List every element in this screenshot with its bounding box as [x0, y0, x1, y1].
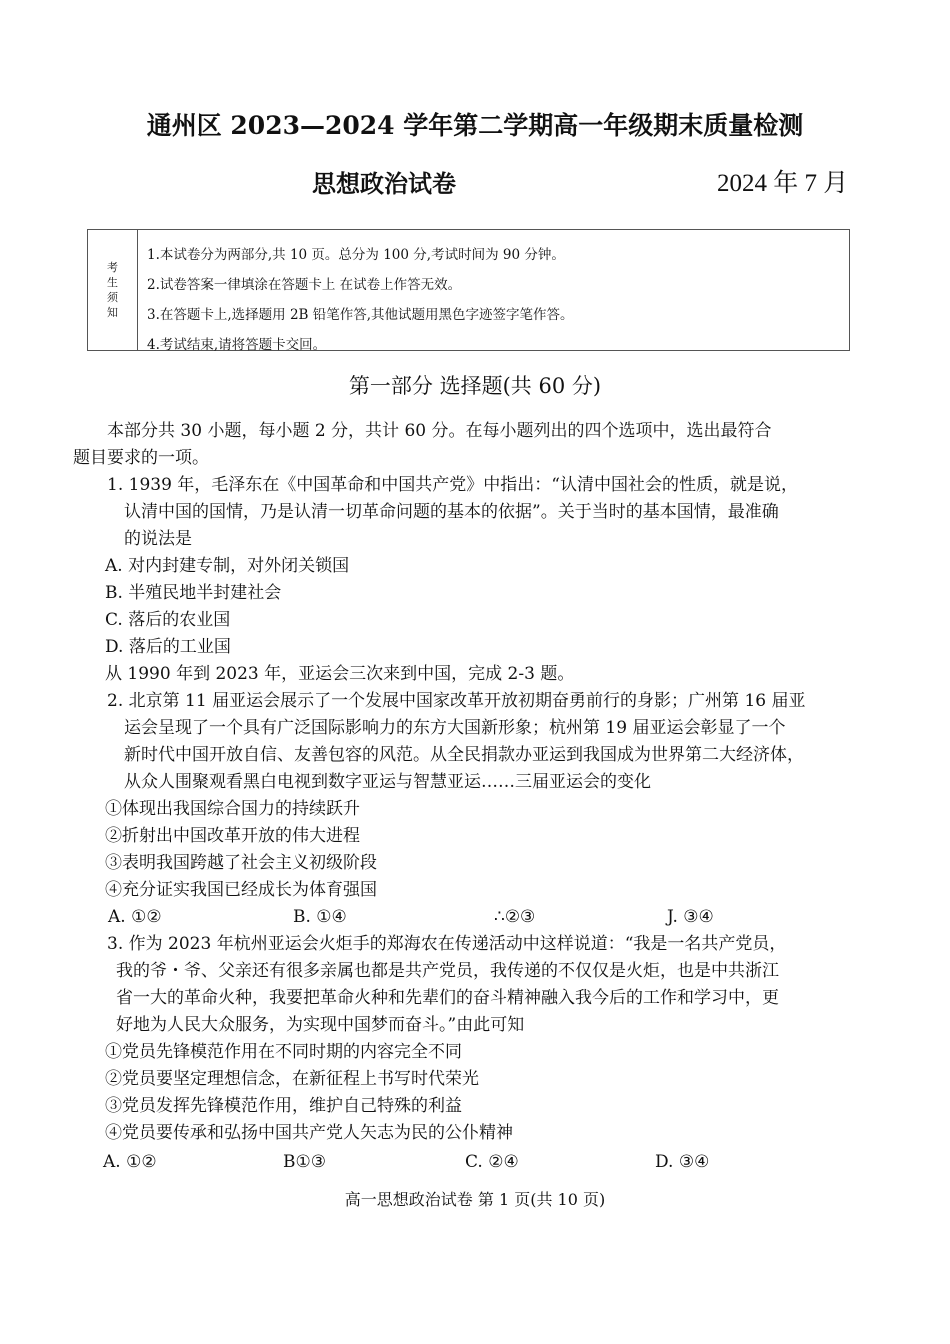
question-stem: 2. 北京第 11 届亚运会展示了一个发展中国家改革开放初期奋勇前行的身影；广州第 16 届亚 [107, 691, 806, 711]
answer-option: A. 对内封建专制，对外闭关锁国 [105, 556, 350, 576]
question-stem: 我的爷・爷、父亲还有很多亲属也都是共产党员，我传递的不仅仅是火炬，也是中共浙江 [116, 961, 779, 981]
answer-option: C. 落后的农业国 [105, 610, 231, 630]
statement: ③党员发挥先锋模范作用，维护自己特殊的利益 [105, 1096, 462, 1116]
instruction-line: 本部分共 30 小题，每小题 2 分，共计 60 分。在每小题列出的四个选项中，选出最符合 [107, 421, 772, 441]
notice-label-char: 生 [107, 276, 118, 289]
question-stem: 省一大的革命火种，我要把革命火种和先辈们的奋斗精神融入我今后的工作和学习中，更 [116, 988, 779, 1008]
section-title: 第一部分 选择题(共 60 分) [348, 374, 602, 398]
answer-option: A. ①② [108, 907, 162, 927]
question-stem: 3. 作为 2023 年杭州亚运会火炬手的郑海农在传递活动中这样说道：“我是一名共产党员， [107, 934, 787, 954]
statement: ②党员要坚定理想信念，在新征程上书写时代荣光 [105, 1069, 479, 1089]
exam-title: 通州区 2023—2024 学年第二学期高一年级期末质量检测 [146, 111, 804, 140]
notice-label-char: 考 [107, 261, 118, 274]
notice-item: 1.本试卷分为两部分,共 10 页。总分为 100 分,考试时间为 90 分钟。 [147, 247, 565, 263]
statement: ④党员要传承和弘扬中国共产党人矢志为民的公仆精神 [105, 1123, 513, 1143]
question-stem: 新时代中国开放自信、友善包容的风范。从全民捐款办亚运到我国成为世界第二大经济体， [124, 745, 804, 765]
question-stem: 认清中国的国情，乃是认清一切革命问题的基本的依据”。关于当时的基本国情，最准确 [124, 502, 779, 522]
question-stem: 从众人围聚观看黑白电视到数字亚运与智慧亚运……三届亚运会的变化 [124, 772, 651, 792]
answer-option: D. ③④ [655, 1152, 710, 1172]
notice-list [147, 240, 847, 360]
question-stem: 的说法是 [124, 529, 192, 549]
notice-item: 4.考试结束,请将答题卡交回。 [147, 337, 327, 353]
question-stem: 运会呈现了一个具有广泛国际影响力的东方大国新形象；杭州第 19 届亚运会彰显了一个 [124, 718, 786, 738]
statement: ①体现出我国综合国力的持续跃升 [105, 799, 360, 819]
answer-option: ∴②③ [494, 907, 536, 927]
page-footer: 高一思想政治试卷 第 1 页(共 10 页) [344, 1190, 606, 1209]
statement: ②折射出中国改革开放的伟大进程 [105, 826, 360, 846]
question-stem: 1. 1939 年，毛泽东在《中国革命和中国共产党》中指出：“认清中国社会的性质，就是说， [107, 475, 798, 495]
notice-label-char: 须 [107, 291, 118, 304]
statement: ①党员先锋模范作用在不同时期的内容完全不同 [105, 1042, 462, 1062]
notice-label-char: 知 [107, 306, 118, 319]
question-intro: 从 1990 年到 2023 年，亚运会三次来到中国，完成 2-3 题。 [105, 664, 575, 684]
exam-subtitle: 思想政治试卷 [312, 169, 456, 198]
statement: ④充分证实我国已经成长为体育强国 [105, 880, 377, 900]
instruction-line: 题目要求的一项。 [73, 448, 209, 468]
answer-option: C. ②④ [465, 1152, 519, 1172]
notice-item: 2.试卷答案一律填涂在答题卡上 在试卷上作答无效。 [147, 277, 462, 293]
answer-option: B①③ [283, 1152, 326, 1172]
answer-option: D. 落后的工业国 [105, 637, 231, 657]
notice-label [88, 230, 138, 350]
question-stem: 好地为人民大众服务，为实现中国梦而奋斗。”由此可知 [116, 1015, 525, 1035]
statement: ③表明我国跨越了社会主义初级阶段 [105, 853, 377, 873]
answer-option: A. ①② [103, 1152, 157, 1172]
answer-option: B. ①④ [293, 907, 347, 927]
answer-option: J. ③④ [667, 907, 714, 927]
exam-date: 2024 年 7 月 [717, 170, 849, 197]
answer-option: B. 半殖民地半封建社会 [105, 583, 282, 603]
notice-box [87, 229, 850, 351]
notice-item: 3.在答题卡上,选择题用 2B 铅笔作答,其他试题用黑色字迹签字笔作答。 [147, 307, 574, 323]
